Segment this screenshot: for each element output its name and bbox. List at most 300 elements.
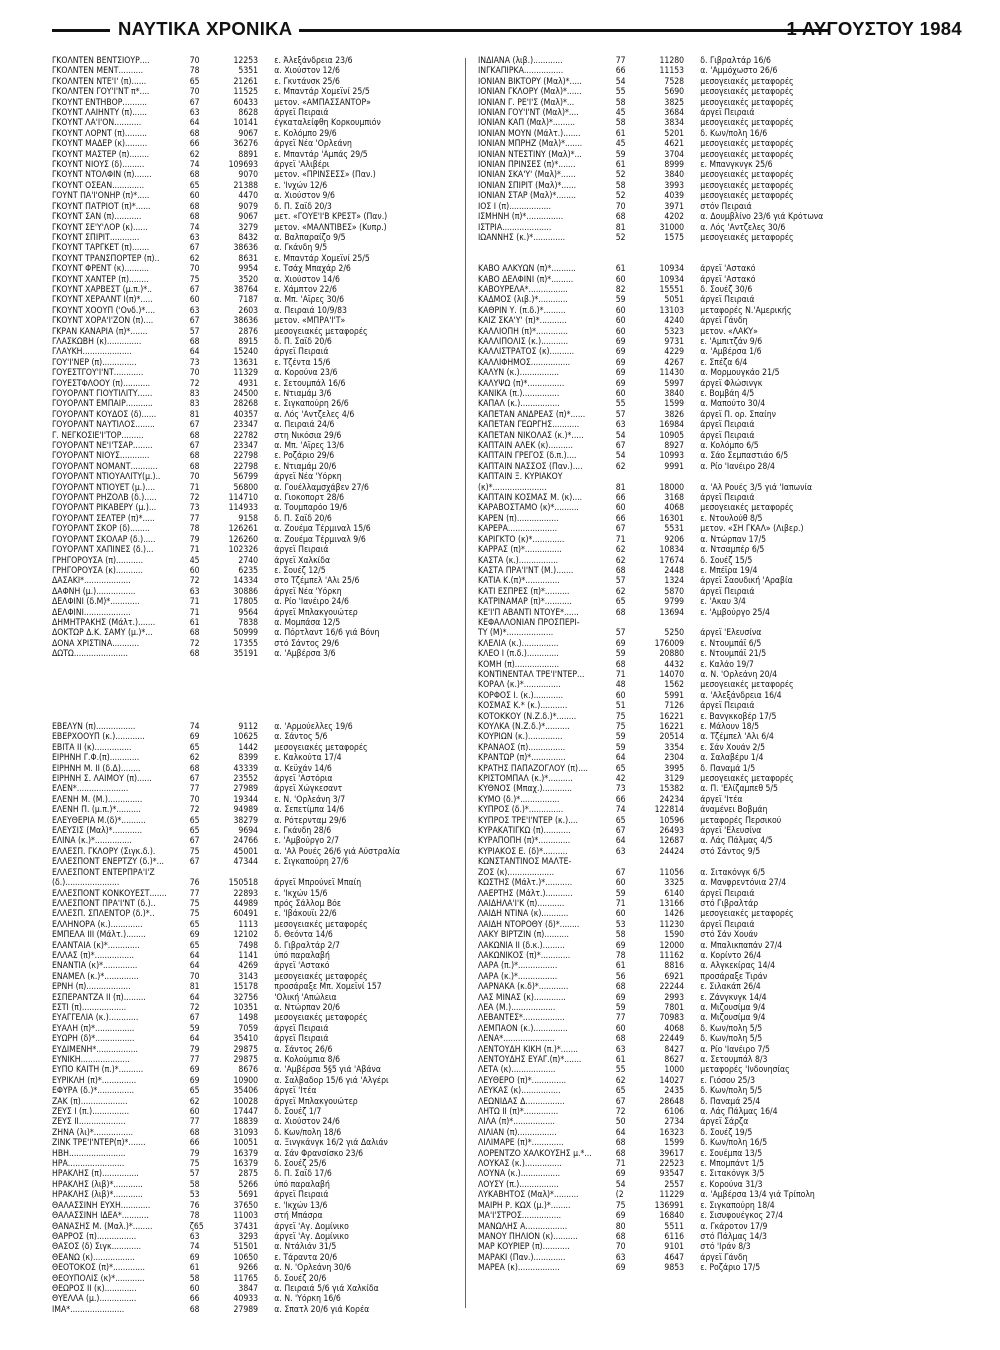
- ship-status: άργεϊ Νέα 'Υόρκη: [274, 586, 342, 597]
- tonnage: 5991: [664, 690, 685, 701]
- ship-status: ε. Ντιαμάμ 3/6: [274, 389, 332, 399]
- build-year: 68: [189, 1304, 200, 1315]
- ship-name: ΛΕΩΝΙΔΑΣ Δ................: [478, 1096, 565, 1107]
- ship-status: α. 'Αλεξάνδρεια 16/4: [700, 690, 782, 701]
- ship-entry: [52, 1013, 419, 1023]
- ship-status: άργεϊ Μπλακγουώτερ: [274, 607, 358, 618]
- tonnage: 11153: [659, 66, 685, 77]
- ship-name: ΓΚΟΥΝΤ ΤΡΑΝΣΠΟΡΤΕΡ (π)..: [52, 253, 160, 264]
- build-year: 62: [615, 586, 626, 597]
- ship-name: ΘΑΡΡΟΣ (π)................: [52, 1231, 137, 1242]
- ship-entry: [478, 275, 845, 285]
- ship-status: ε. Σιτακόνγκ 3/5: [700, 1169, 765, 1180]
- ship-entry: [52, 889, 419, 899]
- tonnage: 44989: [233, 898, 259, 909]
- ship-status: άργεϊ 'Αγ. Δομίνικο: [274, 1221, 349, 1232]
- ship-status: άργεϊ Πειραιά: [274, 108, 329, 119]
- ship-name: ΚΑΒΟ ΑΛΚΥΩΝ (π)*..........: [478, 264, 576, 275]
- ship-status: μετον. «ΣΗ ΓΚΑΛ» (Λιβερ.): [700, 524, 804, 535]
- build-year: 56: [615, 971, 626, 982]
- ship-name: ΙΟΝΙΑΝ Γ. ΡΕ'Ι'Σ (Μαλ)*...: [478, 97, 575, 108]
- tonnage: 13694: [659, 607, 685, 618]
- ship-entry: [478, 660, 845, 670]
- tonnage: 60433: [233, 97, 259, 108]
- ship-status: α. Λός 'Αντζελες 30/6: [700, 222, 786, 233]
- ship-name: ΓΟΥΟΡΛΝΤ ΣΚΟΛΑΡ (δ.).....: [52, 534, 156, 545]
- build-year: 51: [615, 701, 626, 712]
- build-year: 63: [615, 846, 626, 857]
- ship-entry: [52, 1242, 419, 1252]
- ship-entry: [478, 535, 845, 545]
- ship-entry: [52, 410, 419, 420]
- ship-entry: [52, 285, 419, 295]
- ship-name: ΚΡΙΣΤΟΜΠΑΛ (κ.)*..........: [478, 774, 573, 785]
- ship-name: ΚΟΣΜΑΣ Κ.* (κ.)...........: [478, 701, 568, 712]
- ship-name: ΛΙΛΙΜΑΡΕ (π)*.............: [478, 1138, 564, 1149]
- tonnage: 28268: [233, 399, 259, 410]
- ship-name: ΛΑΙΔΗ ΝΤΟΡΟΘΥ (δ)*........: [478, 919, 580, 930]
- ship-status: ε. Μπαντάρ Χομεϊνί 25/5: [274, 253, 370, 264]
- ship-entry: [52, 649, 419, 659]
- tonnage: 4068: [664, 1023, 685, 1034]
- build-year: 64: [189, 1034, 200, 1045]
- ship-status: άργεϊ Πειραιά: [700, 295, 755, 306]
- tonnage: 11765: [233, 1273, 259, 1284]
- ship-entry: [52, 1201, 419, 1211]
- ship-name: ΛΟΡΕΝΤΖΟ ΧΑΛΚΟΥΣΗΣ μ.*...: [478, 1148, 592, 1159]
- ship-status: ε. Μάλουν 18/5: [700, 722, 760, 732]
- ship-status: ε. Κορούνα 31/3: [700, 1179, 763, 1190]
- ship-status: α. Μπ. 'Αϊρες 30/6: [274, 295, 345, 306]
- tonnage: 9067: [238, 128, 259, 139]
- tonnage: 29875: [233, 1044, 259, 1055]
- tonnage: 8631: [238, 253, 259, 264]
- ship-entry: [52, 732, 419, 742]
- build-year: 73: [189, 503, 200, 514]
- ship-entry: [478, 139, 845, 149]
- tonnage: 4931: [238, 378, 259, 389]
- ship-status: α. Ν. 'Ορλεάνη 30/6: [274, 1263, 352, 1274]
- ship-name: ΛΑΕΡΤΗΣ (Μάλτ.)...........: [478, 888, 573, 899]
- ship-entry: [52, 1076, 419, 1086]
- tonnage: 38764: [233, 284, 259, 295]
- build-year: 68: [189, 628, 200, 639]
- ship-entry: [478, 889, 845, 899]
- ship-entry: [478, 816, 845, 826]
- ship-name: ΛΑΡΝΑΚΑ (κ.δ)*............: [478, 982, 569, 993]
- build-year: 63: [189, 1231, 200, 1242]
- build-year: 72: [189, 493, 200, 504]
- tonnage: 10596: [659, 815, 685, 826]
- ship-name: ΓΚΟΥΝΤ ΜΑΔΕΡ (κ).........: [52, 139, 148, 150]
- tonnage: 17805: [233, 597, 259, 608]
- ship-status: μεταφορές 'Ινδονησίας: [700, 1065, 790, 1076]
- ship-entry: [478, 285, 845, 295]
- ship-entry: [478, 1180, 845, 1190]
- ship-entry: [478, 368, 845, 378]
- ship-name: ΕΛΙΝΑ (κ.)*...............: [52, 836, 132, 847]
- build-year: 69: [615, 347, 626, 358]
- tonnage: 14027: [659, 1075, 685, 1086]
- tonnage: 22523: [659, 1159, 685, 1170]
- tonnage: 8628: [238, 108, 259, 119]
- tonnage: 3520: [238, 274, 259, 285]
- ship-entry: [478, 358, 845, 368]
- ship-entry: [52, 1097, 419, 1107]
- ship-name: ΖΙΝΚ ΤΡΕ'Ι'ΝΤΕΡ(π)*.......: [52, 1138, 146, 1149]
- ship-entry: [478, 1128, 845, 1138]
- ship-entry: [52, 941, 419, 951]
- ship-entry: [52, 774, 419, 784]
- ship-status: ε. Σισυφουέγκος 27/4: [700, 1211, 784, 1222]
- ship-status: ε. 'Αμπιτζάν 9/6: [700, 336, 763, 347]
- ship-status: ε. Χάμπτον 22/6: [274, 284, 337, 295]
- ship-entry: [478, 66, 845, 76]
- ship-entry: [478, 1159, 845, 1169]
- tonnage: 22798: [233, 461, 259, 472]
- ship-name: ΕΦΥΡΑ (δ.)*...............: [52, 1086, 135, 1097]
- ship-entry: [478, 857, 845, 867]
- ship-status: άργεϊ Πειραιά: [274, 1034, 329, 1045]
- ship-status: α. Πειραιά 5/6 γιά Χαλκίδα: [274, 1283, 379, 1294]
- tonnage: 2435: [664, 1086, 685, 1097]
- ship-status: άργεϊ 'Ελευσίνα: [700, 628, 762, 639]
- tonnage: 26493: [659, 826, 685, 837]
- build-year: 55: [615, 1065, 626, 1076]
- build-year: 58: [615, 930, 626, 941]
- ship-status: μεσογειακές μεταφορές: [700, 503, 794, 514]
- tonnage: 1562: [664, 680, 685, 691]
- ship-entry: [478, 1097, 845, 1107]
- ship-name: ΚΑΠΤΑΙΝ ΑΛΕΚ (κ)..........: [478, 441, 573, 452]
- tonnage: 8816: [664, 961, 685, 972]
- build-year: 63: [615, 1044, 626, 1055]
- build-year: 48: [615, 680, 626, 691]
- tonnage: 1599: [664, 1138, 685, 1149]
- ship-status: α. Πειραιά 24/6: [274, 420, 335, 431]
- ship-name: ΛΟΥΝΑ (κ.)................: [478, 1169, 561, 1180]
- column-divider: [465, 58, 466, 1308]
- ship-name: ΓΟΥΟΡΛΝΤ ΝΤΙΟΥΕΤ (μ.)....: [52, 482, 156, 493]
- build-year: 65: [189, 1086, 200, 1097]
- build-year: 67: [615, 441, 626, 452]
- ship-status: ε. Μπαντάρ Χομεϊνί 25/5: [274, 87, 370, 98]
- ship-entry: [52, 764, 419, 774]
- ship-status: μεσογειακές μεταφορές: [700, 139, 794, 150]
- tonnage: 10650: [233, 1252, 259, 1263]
- ship-status: ε. Ν. 'Ορλεάνη 3/7: [274, 794, 346, 805]
- tonnage: 38636: [233, 316, 259, 327]
- ship-name: ΘΑΛΑΣΣΙΝΗ ΕΥΧΗ............: [52, 1200, 151, 1211]
- ship-entry: [478, 941, 845, 951]
- ship-entry: [478, 878, 845, 888]
- ship-name: ΚΑΤΙ ΕΣΠΡΕΣ (π)*..........: [478, 586, 570, 597]
- build-year: 78: [189, 1211, 200, 1222]
- ship-status: δ. Σουέζ 19/5: [700, 1127, 753, 1138]
- ship-entry: [52, 847, 419, 857]
- ship-name: ΘΑΣΟΣ (δ) Σιγκ............: [52, 1242, 142, 1253]
- ship-name: ΕΒΙΤΑ ΙΙ (κ)...............: [52, 742, 132, 753]
- ship-status: α. Κολούμπια 8/6: [274, 1055, 341, 1065]
- tonnage: 2603: [238, 305, 259, 316]
- ship-name: ΖΑΚ (π)...................: [52, 1096, 128, 1107]
- ship-name: ΛΕΝΤΟΥΔΗ ΚΙΚΗ (π.)*.......: [478, 1044, 578, 1055]
- tonnage: 11229: [659, 1190, 685, 1201]
- ship-name: ΔΟΚΤΩΡ Δ.Κ. ΣΑΜΥ (μ.)*...: [52, 628, 153, 639]
- tonnage: 4621: [664, 139, 685, 150]
- tonnage: 29875: [233, 1055, 259, 1065]
- ship-name: ΕΥΝΙΚΗ....................: [52, 1055, 130, 1065]
- ship-entry: [52, 1211, 419, 1221]
- ship-status: δ. Σουέζ 15/5: [700, 555, 753, 566]
- build-year: 68: [615, 1138, 626, 1149]
- tonnage: 5201: [664, 128, 685, 139]
- ship-status: α. Σάν Φρανσίσκο 23/6: [274, 1148, 364, 1159]
- ship-name: ΚΑΡΕΡΑ....................: [478, 524, 558, 535]
- ship-status: α. Γκάνδη 9/5: [274, 243, 328, 254]
- ship-entry: [478, 389, 845, 399]
- group-spacer: [478, 254, 886, 264]
- ship-status: μετον. «ΜΑΛΝΤΙΒΕΣ» (Κυπρ.): [274, 222, 387, 233]
- build-year: 69: [615, 357, 626, 368]
- ship-status: α. Ζουέμα Τέρμιναλ 9/6: [274, 534, 366, 545]
- ship-status: α. Ν. 'Υόρκη 16/6: [274, 1294, 341, 1305]
- ship-name: (κ)*......................: [478, 482, 547, 493]
- ship-entry: [478, 108, 845, 118]
- ship-name: ΓΚΟΥΝΤ ΛΑ'Ι'ΟΝ...........: [52, 118, 142, 129]
- ship-status: α. Μιζουσίμα 9/4: [700, 1002, 766, 1013]
- tonnage: 10900: [233, 1075, 259, 1086]
- tonnage: 10141: [233, 118, 259, 129]
- build-year: 42: [615, 774, 626, 785]
- ship-status: μεσογειακές μεταφορές: [274, 742, 368, 753]
- ship-status: α. Κολόμπο 6/5: [700, 441, 759, 452]
- build-year: 69: [615, 638, 626, 649]
- build-year: 66: [615, 794, 626, 805]
- build-year: 62: [189, 1096, 200, 1107]
- ship-entry: [52, 202, 419, 212]
- ship-status: α. Ζουέμα Τέρμιναλ 15/6: [274, 524, 371, 535]
- build-year: 54: [615, 1179, 626, 1190]
- ship-entry: [478, 951, 845, 961]
- tonnage: 15240: [233, 347, 259, 358]
- tonnage: 24424: [659, 846, 685, 857]
- ship-name: ΚΕΦΑΛΛΟΝΙΑΝ ΠΡΟΣΠΕΡΙ-: [478, 617, 580, 628]
- build-year: 62: [615, 1075, 626, 1086]
- ship-entry: [52, 379, 419, 389]
- ship-status: μεταφορές Περσικού: [700, 815, 782, 826]
- build-year: 67: [189, 774, 200, 785]
- build-year: 67: [189, 316, 200, 327]
- ship-name: ΚΑΠΤΑΙΝ ΚΟΣΜΑΣ Μ. (κ)....: [478, 493, 583, 504]
- ship-name: ΔΩΤΩ......................: [52, 649, 128, 660]
- ship-entry: [478, 1211, 845, 1221]
- tonnage: 114933: [228, 503, 259, 514]
- ship-entry: [52, 420, 419, 430]
- ship-status: α. Τουμπαρόο 19/6: [274, 503, 348, 514]
- build-year: 64: [189, 950, 200, 961]
- build-year: 71: [615, 1159, 626, 1170]
- ship-name: ΕΙΡΗΝΗ Γ.Φ.(π)............: [52, 753, 140, 764]
- ship-status: άργεϊ Πειραιά: [700, 420, 755, 431]
- build-year: 68: [189, 170, 200, 181]
- tonnage: 126261: [228, 524, 259, 535]
- tonnage: 21388: [233, 180, 259, 191]
- build-year: 45: [189, 555, 200, 566]
- ship-name: ΓΚΟΥΝΤ ΣΕ'Υ'ΛΟΡ (κ)......: [52, 222, 148, 233]
- ship-entry: [478, 1117, 845, 1127]
- ship-status: ε. 'Ακαυ 3/4: [700, 597, 746, 608]
- ship-entry: [52, 1274, 419, 1284]
- tonnage: 7187: [238, 295, 259, 306]
- ship-status: α. Αλγκεκίρας 14/4: [700, 961, 776, 972]
- ship-status: δ. Σουέζ 20/6: [274, 1273, 327, 1284]
- build-year: 69: [615, 336, 626, 347]
- ship-name: ΚΥΡΑΚΑΤΙΓΚΩ (π)...........: [478, 826, 571, 837]
- ship-entry: [52, 982, 419, 992]
- tonnage: 15178: [233, 982, 259, 993]
- ship-entry: [478, 160, 845, 170]
- tonnage: 126260: [228, 534, 259, 545]
- tonnage: 18000: [659, 482, 685, 493]
- ship-status: άργεϊ 'Αστόρια: [274, 774, 333, 785]
- tonnage: 9070: [238, 170, 259, 181]
- build-year: 72: [189, 576, 200, 587]
- ship-name: ΙΣΤΡΙΑ....................: [478, 222, 552, 233]
- build-year: 70: [615, 201, 626, 212]
- ship-name: ΚΑΙΖ ΣΚΑ'Υ' (π)*...........: [478, 316, 567, 327]
- ship-status: ε. Γκντάνσκ 25/6: [274, 76, 340, 87]
- build-year: 60: [615, 326, 626, 337]
- ship-entry: [52, 223, 419, 233]
- tonnage: 15382: [659, 784, 685, 795]
- ship-name: ΚΩΝΣΤΑΝΤΙΝΟΣ ΜΑΛΤΕ-: [478, 857, 572, 868]
- tonnage: 3840: [664, 170, 685, 181]
- tonnage: 7498: [238, 940, 259, 951]
- ship-entry: [52, 836, 419, 846]
- build-year: 50: [615, 1117, 626, 1128]
- tonnage: 6140: [664, 888, 685, 899]
- build-year: 59: [615, 649, 626, 660]
- ship-status: μετ. «ΓΟΥΕ'Ι'Β ΚΡΕΣΤ» (Παν.): [274, 212, 388, 223]
- tonnage: 4267: [664, 357, 685, 368]
- ship-status: α. Ρίο 'Ιανέιρο 28/4: [700, 461, 775, 472]
- ship-entry: [478, 566, 845, 576]
- ship-name: ΚΟΝΤΙΝΕΝΤΑΛ ΤΡΕ'Ι'ΝΤΕΡ...: [478, 669, 585, 680]
- tonnage: 20880: [659, 649, 685, 660]
- tonnage: 8891: [238, 149, 259, 160]
- ship-name: ΚΟΡΑΛ (κ.)*...............: [478, 680, 561, 691]
- ship-name: ΛΕΜΠΑΟΝ (κ.)..............: [478, 1023, 568, 1034]
- header-rule-middle: [299, 29, 829, 32]
- ship-entry: [478, 379, 845, 389]
- ship-name: ΗΒΗ.......................: [52, 1148, 126, 1159]
- ship-entry: [478, 1003, 845, 1013]
- ship-name: ΓΟΥΟΡΛΝΤ ΝΟΜΑΝΤ...........: [52, 461, 158, 472]
- ship-status: α. Τζέμπελ 'Αλι 6/4: [700, 732, 774, 743]
- ship-entry: [478, 462, 845, 472]
- tonnage: 3971: [664, 201, 685, 212]
- build-year: 83: [189, 389, 200, 399]
- build-year: 70: [189, 368, 200, 379]
- build-year: 58: [189, 1273, 200, 1284]
- ship-entry: [52, 816, 419, 826]
- tonnage: 176009: [654, 638, 685, 649]
- ship-status: μεσογειακές μεταφορές: [700, 680, 794, 691]
- tonnage: 150518: [228, 878, 259, 889]
- ship-entry: [52, 1253, 419, 1263]
- ship-entry: [478, 1190, 845, 1200]
- tonnage: 1141: [238, 950, 259, 961]
- ship-status: μεσογειακές μεταφορές: [700, 180, 794, 191]
- ship-name: ΚΑΡΡΑΣ (π)*...............: [478, 545, 562, 556]
- tonnage: 3684: [664, 108, 685, 119]
- build-year: 71: [615, 534, 626, 545]
- ship-status: ε. Βομβάη 4/5: [700, 389, 755, 399]
- tonnage: 17674: [659, 555, 685, 566]
- build-year: 65: [615, 1086, 626, 1097]
- tonnage: 21261: [233, 76, 259, 87]
- ship-name: ΛΑΙΔΗΛΑ'Ι'Κ (π)...........: [478, 898, 565, 909]
- ship-entry: [478, 306, 845, 316]
- ship-name: ΓΚΟΥΝΤ ΝΤΟΛΦΙΝ (π).......: [52, 170, 152, 181]
- ship-name: ΚΑΛΥΝ (κ.)................: [478, 368, 560, 379]
- ship-status: δ. Π. Σαΐδ 20/3: [274, 201, 332, 212]
- tonnage: 2557: [664, 1179, 685, 1190]
- ship-status: ε. Ντιαμάμ 20/6: [274, 461, 337, 472]
- ship-name: ΚΡΑΤΗΣ ΠΑΠΑΖΟΓΛΟΥ (π)....: [478, 763, 588, 774]
- tonnage: 22449: [659, 1034, 685, 1045]
- ship-status: δ. Κων/πολη 5/5: [700, 1086, 763, 1097]
- build-year: 68: [615, 1148, 626, 1159]
- ship-entry: [52, 118, 419, 128]
- build-year: 70: [189, 971, 200, 982]
- tonnage: 3704: [664, 149, 685, 160]
- ship-name: ΙΣΜΗΝΗ (π)*...............: [478, 212, 564, 223]
- tonnage: 14334: [233, 576, 259, 587]
- ship-entry: [478, 1034, 845, 1044]
- tonnage: 9112: [238, 722, 259, 732]
- ship-status: μεταφορές Ν.'Αμερικής: [700, 305, 792, 316]
- tonnage: 28648: [659, 1096, 685, 1107]
- ship-entry: [478, 847, 845, 857]
- ship-entry: [52, 1222, 419, 1232]
- tonnage: 9853: [664, 1263, 685, 1274]
- ship-status: δ. Παναμά 1/5: [700, 763, 756, 774]
- build-year: 61: [615, 264, 626, 275]
- ship-status: α. Σάντος 26/6: [274, 1044, 333, 1055]
- tonnage: 16840: [659, 1211, 685, 1222]
- ship-entry: [478, 1107, 845, 1117]
- ship-status: ε. Ροζάριο 29/6: [274, 451, 335, 462]
- ship-name: ΓΚΟΥΝΤ ΤΑΡΓΚΕΤ (π).......: [52, 243, 150, 254]
- ship-status: μεσογειακές μεταφορές: [700, 149, 794, 160]
- ship-name: ΓΚΟΛΝΤΕΝ ΓΟΥ'Ι'ΝΤ π*....: [52, 87, 150, 98]
- build-year: 61: [615, 160, 626, 171]
- ship-name: ΙΟΝΙΑΝ ΒΙΚΤΟΡΥ (Μαλ)*.....: [478, 76, 582, 87]
- ship-name: ΚΑΛΥΨΩ (π)*...............: [478, 378, 565, 389]
- ship-name: (δ.)......................: [52, 878, 120, 889]
- ship-entry: [52, 160, 419, 170]
- build-year: 65: [615, 763, 626, 774]
- ship-status: δ. Κων/πολη 16/5: [700, 1138, 768, 1149]
- ship-entry: [52, 1138, 419, 1148]
- ship-entry: [478, 327, 845, 337]
- ship-name: ΚΟΥΛΚΑ (Ν.Ζ.δ.)*..........: [478, 722, 570, 732]
- build-year: 58: [615, 118, 626, 129]
- ship-entry: [52, 535, 419, 545]
- tonnage: 6235: [238, 565, 259, 576]
